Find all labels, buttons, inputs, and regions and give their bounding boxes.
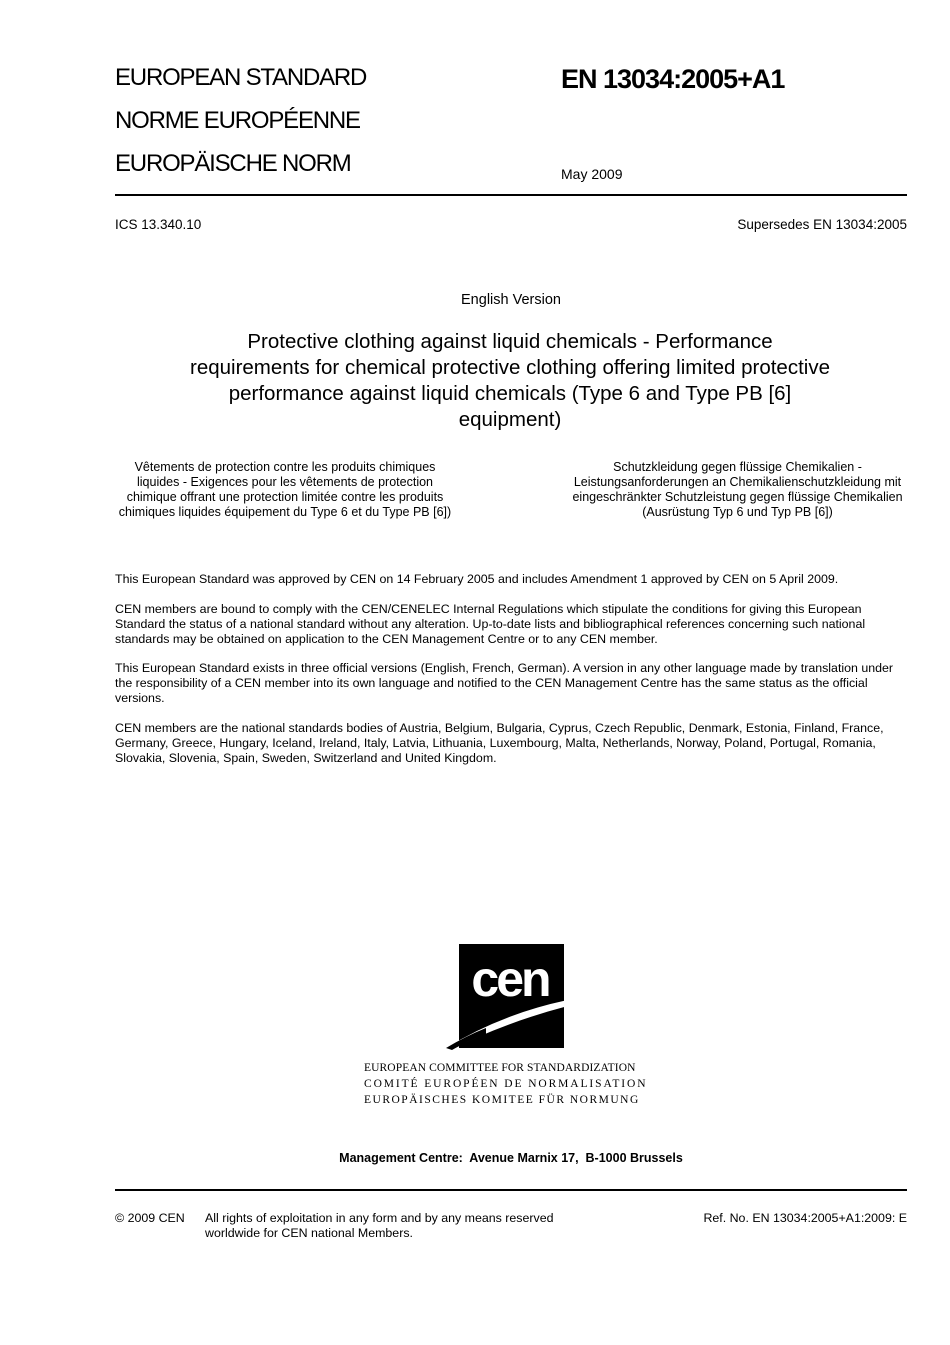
members-paragraph: CEN members are the national standards bodies of Austria, Belgium, Bulgaria, Cyprus, Czech Republic, Denmark, Estonia, Finland, France, Germany, Greece, Hungary, Iceland, Ireland, Italy, Latvia, Lithuania, Luxembourg, Malta, Netherlands, Norway, Poland, Portugal, Romania, Slovakia, Slovenia, Spain, Sweden, Switzerland and United Kingdom.	[115, 721, 884, 765]
supersedes-note: Supersedes EN 13034:2005	[737, 217, 907, 232]
publication-date: May 2009	[561, 166, 623, 182]
committee-name-german: EUROPÄISCHES KOMITEE FÜR NORMUNG	[364, 1094, 640, 1106]
document-title: Protective clothing against liquid chemicals - Performance requirements for chemical protective clothing offering limited protective performance against liquid chemicals (Type 6 and Type PB [6] equipment)	[190, 330, 830, 431]
version-label: English Version	[461, 292, 561, 308]
footer-divider	[115, 1189, 907, 1191]
copyright: © 2009 CEN	[115, 1211, 185, 1225]
title-french: Vêtements de protection contre les produits chimiques liquides - Exigences pour les vêtements de protection chimique offrant une protection limitée contre les produits chimiques liquides équipement du Type 6 et du Type PB [6])	[118, 460, 452, 519]
reference-number: Ref. No. EN 13034:2005+A1:2009: E	[703, 1211, 907, 1225]
standard-number: EN 13034:2005+A1	[561, 64, 785, 94]
standard-name-french: NORME EUROPÉENNE	[115, 107, 360, 134]
management-centre-address: Management Centre: Avenue Marnix 17, B-1000 Brussels	[339, 1151, 683, 1165]
versions-paragraph: This European Standard exists in three official versions (English, French, German). A version in any other language made by translation under the responsibility of a CEN member into its own language and notified to the CEN Management Centre has the same status as the official versions.	[115, 661, 894, 705]
committee-name-french: COMITÉ EUROPÉEN DE NORMALISATION	[364, 1078, 648, 1090]
approval-paragraph: This European Standard was approved by CEN on 14 February 2005 and includes Amendment 1 approved by CEN on 5 April 2009.	[115, 572, 839, 586]
committee-name-english: EUROPEAN COMMITTEE FOR STANDARDIZATION	[364, 1062, 636, 1074]
ics-code: ICS 13.340.10	[115, 217, 202, 232]
cen-logo-icon	[446, 944, 566, 1050]
rights-statement: All rights of exploitation in any form and by any means reserved worldwide for CEN national Members.	[205, 1211, 554, 1240]
header-divider	[115, 194, 907, 196]
title-german: Schutzkleidung gegen flüssige Chemikalien - Leistungsanforderungen an Chemikalienschutzkleidung mit eingeschränkter Schutzleistung gegen flüssige Chemikalien (Ausrüstung Typ 6 und Typ PB [6])	[572, 460, 903, 519]
standard-name-english: EUROPEAN STANDARD	[115, 64, 367, 91]
cen-logo-text: cen	[471, 951, 549, 1007]
standard-name-german: EUROPÄISCHE NORM	[115, 150, 351, 177]
compliance-paragraph: CEN members are bound to comply with the CEN/CENELEC Internal Regulations which stipulate the conditions for giving this European Standard the status of a national standard without any alteration. Up-to-date lists and bibliographical references concerning such national standards may be obtained on application to the CEN Management Centre or to any CEN member.	[115, 602, 866, 646]
